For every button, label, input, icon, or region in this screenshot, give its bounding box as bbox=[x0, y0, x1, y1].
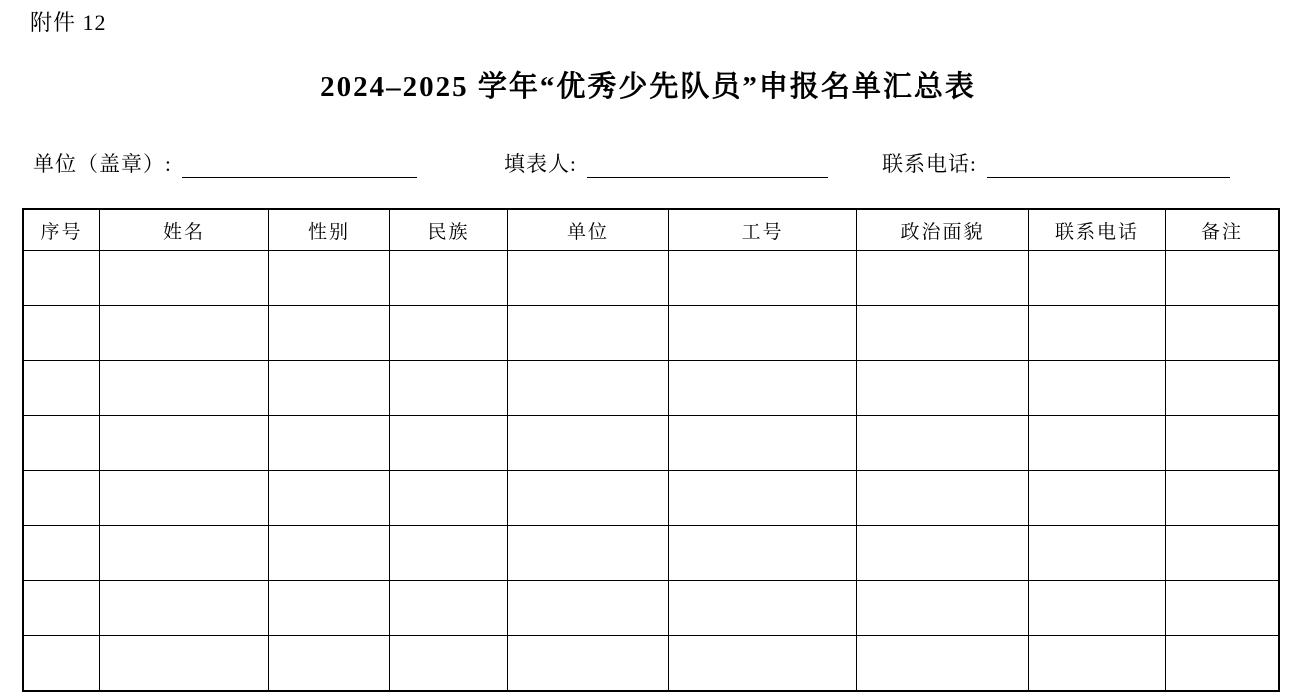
table-cell[interactable] bbox=[100, 361, 269, 416]
summary-table bbox=[22, 208, 1280, 692]
table-cell[interactable] bbox=[1029, 416, 1166, 471]
phone-field-blank[interactable] bbox=[987, 153, 1230, 178]
table-cell[interactable] bbox=[669, 251, 857, 306]
table-cell[interactable] bbox=[1029, 581, 1166, 636]
table-row bbox=[23, 581, 1279, 636]
table-row bbox=[23, 361, 1279, 416]
table-cell[interactable] bbox=[390, 526, 508, 581]
table-cell[interactable] bbox=[857, 361, 1029, 416]
page-title: 2024–2025 学年“优秀少先队员”申报名单汇总表 bbox=[320, 71, 976, 103]
table-cell[interactable] bbox=[390, 581, 508, 636]
column-header-8: 联系电话 bbox=[1029, 209, 1166, 251]
table-cell[interactable] bbox=[269, 361, 390, 416]
table-cell[interactable] bbox=[390, 636, 508, 692]
column-header-1: 序号 bbox=[23, 209, 100, 251]
table-cell[interactable] bbox=[669, 471, 857, 526]
table-cell[interactable] bbox=[269, 581, 390, 636]
table-cell[interactable] bbox=[1166, 526, 1280, 581]
table-cell[interactable] bbox=[1166, 471, 1280, 526]
table-cell[interactable] bbox=[669, 306, 857, 361]
table-cell[interactable] bbox=[269, 471, 390, 526]
table-cell[interactable] bbox=[857, 526, 1029, 581]
table-cell[interactable] bbox=[100, 306, 269, 361]
table-cell[interactable] bbox=[508, 361, 669, 416]
table-cell[interactable] bbox=[1029, 471, 1166, 526]
table-cell[interactable] bbox=[669, 581, 857, 636]
table-cell[interactable] bbox=[269, 416, 390, 471]
table-cell[interactable] bbox=[857, 306, 1029, 361]
column-header-4: 民族 bbox=[390, 209, 508, 251]
table-cell[interactable] bbox=[390, 251, 508, 306]
table-cell[interactable] bbox=[269, 306, 390, 361]
preparer-field bbox=[504, 148, 828, 178]
table-cell[interactable] bbox=[857, 636, 1029, 692]
table-cell[interactable] bbox=[1166, 581, 1280, 636]
table-cell[interactable] bbox=[1166, 306, 1280, 361]
table-cell[interactable] bbox=[857, 581, 1029, 636]
table-cell[interactable] bbox=[508, 416, 669, 471]
table-cell[interactable] bbox=[508, 306, 669, 361]
table-cell[interactable] bbox=[23, 251, 100, 306]
table-cell[interactable] bbox=[508, 526, 669, 581]
table-cell[interactable] bbox=[1029, 251, 1166, 306]
table-row bbox=[23, 306, 1279, 361]
table-cell[interactable] bbox=[23, 471, 100, 526]
table-cell[interactable] bbox=[669, 526, 857, 581]
table-cell[interactable] bbox=[23, 306, 100, 361]
form-fields-row bbox=[0, 144, 1296, 178]
table-cell[interactable] bbox=[669, 361, 857, 416]
attachment-label: 附件 12 bbox=[30, 10, 107, 35]
preparer-field-label: 填表人: bbox=[504, 152, 577, 176]
table-cell[interactable] bbox=[508, 471, 669, 526]
table-cell[interactable] bbox=[23, 416, 100, 471]
table-cell[interactable] bbox=[1029, 306, 1166, 361]
table-cell[interactable] bbox=[1166, 361, 1280, 416]
table-cell[interactable] bbox=[390, 416, 508, 471]
table-cell[interactable] bbox=[269, 526, 390, 581]
table-cell[interactable] bbox=[100, 471, 269, 526]
table-cell[interactable] bbox=[857, 251, 1029, 306]
table-cell[interactable] bbox=[1029, 361, 1166, 416]
table-row bbox=[23, 251, 1279, 306]
column-header-7: 政治面貌 bbox=[857, 209, 1029, 251]
table-cell[interactable] bbox=[669, 416, 857, 471]
table-header-row bbox=[23, 209, 1279, 251]
table-cell[interactable] bbox=[269, 251, 390, 306]
table-row bbox=[23, 471, 1279, 526]
column-header-2: 姓名 bbox=[100, 209, 269, 251]
table-cell[interactable] bbox=[857, 471, 1029, 526]
column-header-3: 性别 bbox=[269, 209, 390, 251]
table-row bbox=[23, 526, 1279, 581]
table-cell[interactable] bbox=[857, 416, 1029, 471]
table-cell[interactable] bbox=[390, 471, 508, 526]
table-cell[interactable] bbox=[269, 636, 390, 692]
table-cell[interactable] bbox=[1166, 636, 1280, 692]
table-row bbox=[23, 636, 1279, 692]
preparer-field-blank[interactable] bbox=[587, 153, 828, 178]
table-cell[interactable] bbox=[508, 581, 669, 636]
table-cell[interactable] bbox=[100, 416, 269, 471]
table-cell[interactable] bbox=[669, 636, 857, 692]
table-cell[interactable] bbox=[100, 526, 269, 581]
table-cell[interactable] bbox=[23, 581, 100, 636]
table-cell[interactable] bbox=[100, 636, 269, 692]
table-cell[interactable] bbox=[100, 251, 269, 306]
table-cell[interactable] bbox=[23, 636, 100, 692]
table-cell[interactable] bbox=[508, 636, 669, 692]
column-header-9: 备注 bbox=[1166, 209, 1280, 251]
column-header-6: 工号 bbox=[669, 209, 857, 251]
table-cell[interactable] bbox=[508, 251, 669, 306]
table-cell[interactable] bbox=[1029, 636, 1166, 692]
unit-field-label: 单位（盖章）: bbox=[33, 152, 172, 176]
table-cell[interactable] bbox=[1166, 251, 1280, 306]
table-cell[interactable] bbox=[23, 361, 100, 416]
table-cell[interactable] bbox=[23, 526, 100, 581]
table-cell[interactable] bbox=[1166, 416, 1280, 471]
table-cell[interactable] bbox=[100, 581, 269, 636]
table-cell[interactable] bbox=[390, 306, 508, 361]
table-cell[interactable] bbox=[1029, 526, 1166, 581]
table-row bbox=[23, 416, 1279, 471]
phone-field-label: 联系电话: bbox=[882, 152, 977, 176]
unit-field-blank[interactable] bbox=[182, 153, 417, 178]
phone-field bbox=[882, 148, 1230, 178]
table-body bbox=[23, 251, 1279, 692]
column-header-5: 单位 bbox=[508, 209, 669, 251]
table-cell[interactable] bbox=[390, 361, 508, 416]
unit-field bbox=[33, 148, 417, 178]
